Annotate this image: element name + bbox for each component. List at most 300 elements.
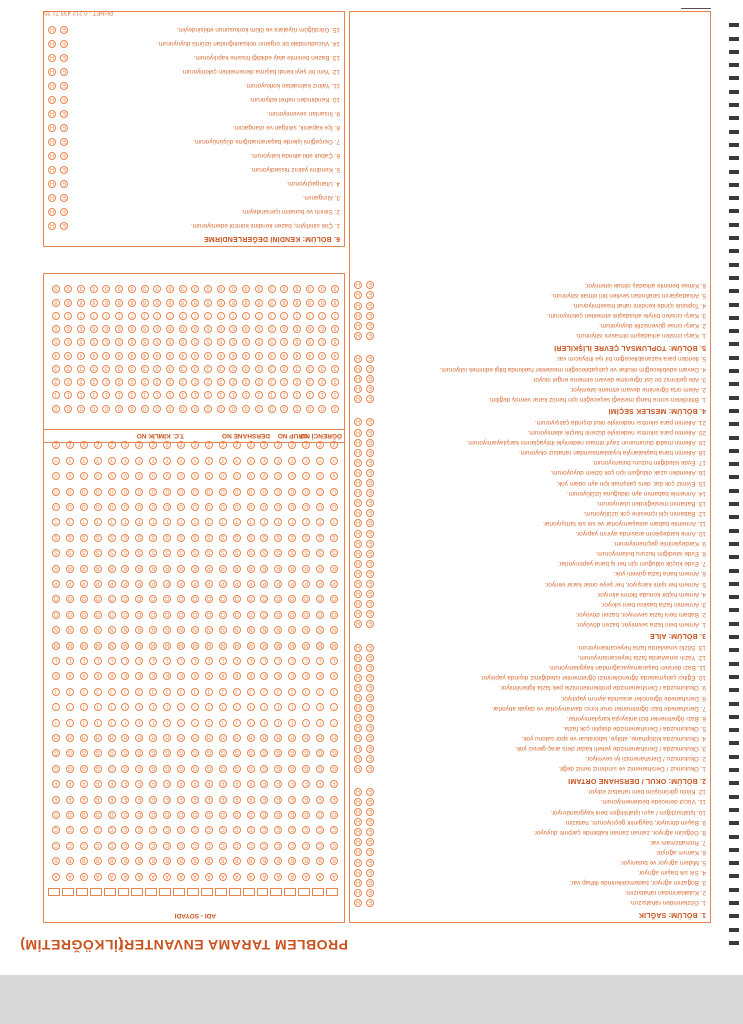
name-bubble[interactable]: L	[108, 657, 116, 665]
name-bubble[interactable]: E	[191, 796, 199, 804]
id-digit-bubble[interactable]: 3	[229, 365, 237, 373]
name-bubble[interactable]: F	[233, 780, 241, 788]
name-bubble[interactable]: J	[316, 688, 324, 696]
name-bubble[interactable]: V	[135, 472, 143, 480]
id-digit-bubble[interactable]: 3	[293, 365, 301, 373]
answer-no-bubble[interactable]: H	[354, 674, 362, 682]
name-bubble[interactable]: Ğ	[219, 749, 227, 757]
name-bubble[interactable]: C	[233, 842, 241, 850]
name-bubble[interactable]: N	[274, 626, 282, 634]
name-bubble[interactable]: K	[66, 672, 74, 680]
name-letter-box[interactable]	[312, 888, 324, 896]
name-bubble[interactable]: D	[191, 811, 199, 819]
name-bubble[interactable]: E	[219, 796, 227, 804]
id-digit-bubble[interactable]: 8	[204, 299, 212, 307]
name-bubble[interactable]: G	[205, 765, 213, 773]
answer-no-bubble[interactable]: H	[354, 292, 362, 300]
name-bubble[interactable]: S	[108, 549, 116, 557]
name-bubble[interactable]: N	[80, 626, 88, 634]
name-bubble[interactable]: E	[247, 796, 255, 804]
answer-yes-bubble[interactable]: E	[366, 798, 374, 806]
name-bubble[interactable]: Ö	[247, 595, 255, 603]
name-bubble[interactable]: F	[288, 780, 296, 788]
name-bubble[interactable]: Ö	[108, 595, 116, 603]
id-digit-bubble[interactable]: 5	[141, 338, 149, 346]
id-digit-bubble[interactable]: 4	[64, 352, 72, 360]
answer-no-bubble[interactable]: H	[354, 355, 362, 363]
name-bubble[interactable]: S	[219, 549, 227, 557]
answer-no-bubble[interactable]: H	[48, 180, 56, 188]
name-bubble[interactable]: Ğ	[260, 749, 268, 757]
name-bubble[interactable]: C	[302, 842, 310, 850]
name-bubble[interactable]: G	[135, 765, 143, 773]
name-bubble[interactable]: I	[191, 719, 199, 727]
name-bubble[interactable]: B	[260, 857, 268, 865]
name-bubble[interactable]: G	[121, 765, 129, 773]
name-bubble[interactable]: G	[66, 765, 74, 773]
id-digit-bubble[interactable]: 1	[191, 391, 199, 399]
name-bubble[interactable]: L	[191, 657, 199, 665]
id-digit-bubble[interactable]: 4	[229, 352, 237, 360]
answer-no-bubble[interactable]: H	[354, 828, 362, 836]
name-bubble[interactable]: J	[121, 688, 129, 696]
name-bubble[interactable]: L	[177, 657, 185, 665]
id-digit-bubble[interactable]: 4	[268, 352, 276, 360]
name-bubble[interactable]: Ö	[233, 595, 241, 603]
answer-yes-bubble[interactable]: E	[366, 621, 374, 629]
name-bubble[interactable]: Ş	[288, 534, 296, 542]
answer-yes-bubble[interactable]: E	[366, 560, 374, 568]
name-bubble[interactable]: Ç	[135, 826, 143, 834]
name-bubble[interactable]: G	[274, 765, 282, 773]
name-bubble[interactable]: Y	[191, 457, 199, 465]
name-bubble[interactable]: Y	[260, 457, 268, 465]
name-bubble[interactable]: P	[108, 580, 116, 588]
name-bubble[interactable]: J	[260, 688, 268, 696]
name-bubble[interactable]: R	[191, 565, 199, 573]
id-digit-bubble[interactable]: 9	[229, 285, 237, 293]
id-digit-bubble[interactable]: 2	[229, 378, 237, 386]
name-bubble[interactable]: P	[149, 580, 157, 588]
name-bubble[interactable]: Z	[288, 441, 296, 449]
id-digit-bubble[interactable]: 8	[115, 299, 123, 307]
name-bubble[interactable]: K	[135, 672, 143, 680]
name-bubble[interactable]: Ö	[260, 595, 268, 603]
id-digit-bubble[interactable]: 2	[217, 378, 225, 386]
name-bubble[interactable]: Ğ	[121, 749, 129, 757]
name-bubble[interactable]: Ü	[66, 488, 74, 496]
name-bubble[interactable]: S	[274, 549, 282, 557]
id-digit-bubble[interactable]: 5	[179, 338, 187, 346]
name-bubble[interactable]: S	[205, 549, 213, 557]
id-digit-bubble[interactable]: 0	[128, 405, 136, 413]
answer-yes-bubble[interactable]: E	[366, 590, 374, 598]
name-bubble[interactable]: G	[80, 765, 88, 773]
name-bubble[interactable]: Z	[135, 441, 143, 449]
id-digit-bubble[interactable]: 6	[268, 325, 276, 333]
id-digit-bubble[interactable]: 2	[52, 378, 60, 386]
name-bubble[interactable]: C	[66, 842, 74, 850]
name-bubble[interactable]: D	[205, 811, 213, 819]
id-digit-bubble[interactable]: 2	[255, 378, 263, 386]
name-bubble[interactable]: S	[288, 549, 296, 557]
id-digit-bubble[interactable]: 3	[280, 365, 288, 373]
name-bubble[interactable]: K	[108, 672, 116, 680]
name-bubble[interactable]: Y	[274, 457, 282, 465]
id-digit-bubble[interactable]: 6	[318, 325, 326, 333]
name-bubble[interactable]: P	[205, 580, 213, 588]
answer-no-bubble[interactable]: H	[354, 550, 362, 558]
id-digit-bubble[interactable]: 5	[255, 338, 263, 346]
name-bubble[interactable]: İ	[52, 703, 60, 711]
id-digit-bubble[interactable]: 8	[179, 299, 187, 307]
name-bubble[interactable]: D	[121, 811, 129, 819]
name-bubble[interactable]: Z	[233, 441, 241, 449]
name-bubble[interactable]: J	[177, 688, 185, 696]
name-bubble[interactable]: F	[66, 780, 74, 788]
name-bubble[interactable]: T	[121, 518, 129, 526]
name-bubble[interactable]: Ş	[205, 534, 213, 542]
name-bubble[interactable]: Ç	[121, 826, 129, 834]
name-bubble[interactable]: I	[94, 719, 102, 727]
name-bubble[interactable]: M	[318, 641, 323, 648]
name-bubble[interactable]: Ü	[80, 488, 88, 496]
name-bubble[interactable]: E	[330, 796, 338, 804]
name-bubble[interactable]: H	[66, 734, 74, 742]
name-bubble[interactable]: H	[52, 734, 60, 742]
name-bubble[interactable]: Ş	[66, 534, 74, 542]
id-digit-bubble[interactable]: 3	[255, 365, 263, 373]
id-digit-bubble[interactable]: 1	[255, 391, 263, 399]
name-bubble[interactable]: Ü	[108, 488, 116, 496]
name-bubble[interactable]: O	[233, 611, 241, 619]
name-bubble[interactable]: D	[288, 811, 296, 819]
id-digit-bubble[interactable]: 3	[268, 365, 276, 373]
name-bubble[interactable]: H	[177, 734, 185, 742]
name-bubble[interactable]: E	[163, 796, 171, 804]
name-bubble[interactable]: U	[94, 503, 102, 511]
name-bubble[interactable]: Ğ	[191, 749, 199, 757]
answer-no-bubble[interactable]: H	[354, 580, 362, 588]
name-bubble[interactable]: L	[52, 657, 60, 665]
name-bubble[interactable]: B	[149, 857, 157, 865]
id-digit-bubble[interactable]: 2	[141, 378, 149, 386]
name-bubble[interactable]: Ü	[233, 488, 241, 496]
name-bubble[interactable]: S	[121, 549, 129, 557]
name-bubble[interactable]: Y	[108, 457, 116, 465]
answer-yes-bubble[interactable]: E	[366, 644, 374, 652]
id-digit-bubble[interactable]: 7	[153, 312, 161, 320]
id-digit-bubble[interactable]: 9	[102, 285, 110, 293]
name-bubble[interactable]: U	[177, 503, 185, 511]
id-digit-bubble[interactable]: 6	[153, 325, 161, 333]
name-bubble[interactable]: Ö	[177, 595, 185, 603]
id-digit-bubble[interactable]: 2	[115, 378, 123, 386]
name-bubble[interactable]: S	[247, 549, 255, 557]
id-digit-bubble[interactable]: 0	[268, 405, 276, 413]
name-bubble[interactable]: L	[163, 657, 171, 665]
name-bubble[interactable]: V	[247, 472, 255, 480]
name-bubble[interactable]: Z	[108, 441, 116, 449]
name-bubble[interactable]: J	[288, 688, 296, 696]
name-bubble[interactable]: F	[191, 780, 199, 788]
id-digit-bubble[interactable]: 8	[128, 299, 136, 307]
name-bubble[interactable]: R	[66, 565, 74, 573]
answer-no-bubble[interactable]: H	[48, 110, 56, 118]
name-bubble[interactable]: İ	[94, 703, 102, 711]
id-digit-bubble[interactable]: 0	[141, 405, 149, 413]
name-bubble[interactable]: Z	[260, 441, 268, 449]
name-bubble[interactable]: B	[121, 857, 129, 865]
name-bubble[interactable]: N	[219, 626, 227, 634]
name-bubble[interactable]: Ş	[260, 534, 268, 542]
answer-yes-bubble[interactable]: E	[60, 40, 68, 48]
name-bubble[interactable]: J	[247, 688, 255, 696]
name-bubble[interactable]: J	[94, 688, 102, 696]
name-bubble[interactable]: Z	[247, 441, 255, 449]
name-bubble[interactable]: J	[233, 688, 241, 696]
name-bubble[interactable]: B	[135, 857, 143, 865]
id-digit-bubble[interactable]: 6	[141, 325, 149, 333]
id-digit-bubble[interactable]: 1	[242, 391, 250, 399]
name-bubble[interactable]: V	[108, 472, 116, 480]
name-bubble[interactable]: L	[205, 657, 213, 665]
name-bubble[interactable]: O	[149, 611, 157, 619]
id-digit-bubble[interactable]: 8	[331, 299, 339, 307]
name-bubble[interactable]: B	[177, 857, 185, 865]
id-digit-bubble[interactable]: 6	[90, 325, 98, 333]
name-bubble[interactable]: N	[52, 626, 60, 634]
name-bubble[interactable]: M	[192, 641, 198, 648]
answer-no-bubble[interactable]: H	[354, 459, 362, 467]
answer-yes-bubble[interactable]: E	[366, 838, 374, 846]
answer-no-bubble[interactable]: H	[48, 82, 56, 90]
name-bubble[interactable]: S	[80, 549, 88, 557]
id-digit-bubble[interactable]: 0	[115, 405, 123, 413]
name-bubble[interactable]: Ş	[121, 534, 129, 542]
name-bubble[interactable]: I	[219, 719, 227, 727]
name-bubble[interactable]: M	[137, 641, 142, 648]
name-bubble[interactable]: B	[80, 857, 88, 865]
id-digit-bubble[interactable]: 8	[318, 299, 326, 307]
answer-no-bubble[interactable]: H	[48, 208, 56, 216]
answer-yes-bubble[interactable]: E	[60, 208, 68, 216]
name-bubble[interactable]: Ö	[135, 595, 143, 603]
name-bubble[interactable]: O	[108, 611, 116, 619]
answer-no-bubble[interactable]: H	[354, 385, 362, 393]
name-bubble[interactable]: L	[149, 657, 157, 665]
name-bubble[interactable]: İ	[135, 703, 143, 711]
name-bubble[interactable]: Ç	[80, 826, 88, 834]
name-bubble[interactable]: F	[80, 780, 88, 788]
id-digit-bubble[interactable]: 8	[52, 299, 60, 307]
name-bubble[interactable]: P	[191, 580, 199, 588]
name-bubble[interactable]: P	[288, 580, 296, 588]
id-digit-bubble[interactable]: 1	[102, 391, 110, 399]
id-digit-bubble[interactable]: 4	[217, 352, 225, 360]
name-bubble[interactable]: M	[206, 641, 211, 648]
name-bubble[interactable]: R	[149, 565, 157, 573]
name-bubble[interactable]: I	[66, 719, 74, 727]
id-digit-bubble[interactable]: 3	[128, 365, 136, 373]
answer-yes-bubble[interactable]: E	[366, 459, 374, 467]
name-bubble[interactable]: B	[191, 857, 199, 865]
answer-no-bubble[interactable]: H	[48, 166, 56, 174]
name-bubble[interactable]: B	[274, 857, 282, 865]
name-bubble[interactable]: A	[177, 873, 185, 881]
name-bubble[interactable]: Z	[163, 441, 171, 449]
name-bubble[interactable]: U	[66, 503, 74, 511]
id-digit-bubble[interactable]: 1	[52, 391, 60, 399]
id-digit-bubble[interactable]: 3	[77, 365, 85, 373]
name-bubble[interactable]: Ö	[80, 595, 88, 603]
name-bubble[interactable]: I	[52, 719, 60, 727]
name-bubble[interactable]: L	[80, 657, 88, 665]
name-bubble[interactable]: Ğ	[233, 749, 241, 757]
name-bubble[interactable]: N	[121, 626, 129, 634]
answer-no-bubble[interactable]: H	[354, 302, 362, 310]
id-digit-bubble[interactable]: 3	[141, 365, 149, 373]
name-bubble[interactable]: İ	[219, 703, 227, 711]
name-bubble[interactable]: N	[94, 626, 102, 634]
name-bubble[interactable]: O	[330, 611, 338, 619]
name-bubble[interactable]: C	[260, 842, 268, 850]
id-digit-bubble[interactable]: 7	[204, 312, 212, 320]
id-digit-bubble[interactable]: 7	[64, 312, 72, 320]
id-digit-bubble[interactable]: 4	[318, 352, 326, 360]
name-bubble[interactable]: J	[205, 688, 213, 696]
answer-yes-bubble[interactable]: E	[366, 818, 374, 826]
name-bubble[interactable]: Y	[177, 457, 185, 465]
name-bubble[interactable]: K	[94, 672, 102, 680]
answer-yes-bubble[interactable]: E	[366, 479, 374, 487]
name-bubble[interactable]: V	[288, 472, 296, 480]
name-bubble[interactable]: V	[330, 472, 338, 480]
answer-yes-bubble[interactable]: E	[366, 520, 374, 528]
name-bubble[interactable]: D	[302, 811, 310, 819]
answer-yes-bubble[interactable]: E	[366, 355, 374, 363]
answer-yes-bubble[interactable]: E	[366, 889, 374, 897]
answer-no-bubble[interactable]: H	[354, 621, 362, 629]
name-bubble[interactable]: R	[219, 565, 227, 573]
id-digit-bubble[interactable]: 8	[64, 299, 72, 307]
name-bubble[interactable]: C	[135, 842, 143, 850]
name-bubble[interactable]: Z	[316, 441, 324, 449]
name-bubble[interactable]: L	[274, 657, 282, 665]
id-digit-bubble[interactable]: 0	[204, 405, 212, 413]
name-bubble[interactable]: O	[163, 611, 171, 619]
name-bubble[interactable]: Ğ	[149, 749, 157, 757]
name-bubble[interactable]: M	[262, 641, 267, 648]
id-digit-bubble[interactable]: 7	[179, 312, 187, 320]
answer-no-bubble[interactable]: H	[354, 469, 362, 477]
name-bubble[interactable]: E	[233, 796, 241, 804]
id-digit-bubble[interactable]: 9	[141, 285, 149, 293]
answer-no-bubble[interactable]: H	[354, 724, 362, 732]
name-bubble[interactable]: M	[109, 641, 114, 648]
name-bubble[interactable]: L	[94, 657, 102, 665]
name-bubble[interactable]: Z	[219, 441, 227, 449]
name-bubble[interactable]: B	[205, 857, 213, 865]
name-bubble[interactable]: T	[288, 518, 296, 526]
name-bubble[interactable]: S	[316, 549, 324, 557]
name-bubble[interactable]: T	[66, 518, 74, 526]
name-bubble[interactable]: D	[274, 811, 282, 819]
answer-yes-bubble[interactable]: E	[366, 788, 374, 796]
id-digit-bubble[interactable]: 7	[318, 312, 326, 320]
name-bubble[interactable]: S	[52, 549, 60, 557]
answer-no-bubble[interactable]: H	[354, 788, 362, 796]
id-digit-bubble[interactable]: 4	[115, 352, 123, 360]
name-bubble[interactable]: Ç	[288, 826, 296, 834]
id-digit-bubble[interactable]: 4	[191, 352, 199, 360]
answer-no-bubble[interactable]: H	[354, 849, 362, 857]
name-bubble[interactable]: C	[330, 842, 338, 850]
id-digit-bubble[interactable]: 5	[77, 338, 85, 346]
id-digit-bubble[interactable]: 6	[128, 325, 136, 333]
id-digit-bubble[interactable]: 9	[77, 285, 85, 293]
name-letter-box[interactable]	[187, 888, 199, 896]
name-bubble[interactable]: B	[288, 857, 296, 865]
name-bubble[interactable]: P	[260, 580, 268, 588]
name-letter-box[interactable]	[76, 888, 88, 896]
name-bubble[interactable]: Z	[52, 441, 60, 449]
id-digit-bubble[interactable]: 7	[242, 312, 250, 320]
id-digit-bubble[interactable]: 5	[115, 338, 123, 346]
name-bubble[interactable]: R	[233, 565, 241, 573]
name-bubble[interactable]: Z	[149, 441, 157, 449]
id-digit-bubble[interactable]: 8	[268, 299, 276, 307]
answer-no-bubble[interactable]: H	[354, 530, 362, 538]
id-digit-bubble[interactable]: 3	[166, 365, 174, 373]
name-bubble[interactable]: Ö	[205, 595, 213, 603]
id-digit-bubble[interactable]: 0	[102, 405, 110, 413]
id-digit-bubble[interactable]: 0	[229, 405, 237, 413]
id-digit-bubble[interactable]: 8	[166, 299, 174, 307]
name-bubble[interactable]: K	[163, 672, 171, 680]
answer-yes-bubble[interactable]: E	[60, 138, 68, 146]
name-bubble[interactable]: F	[302, 780, 310, 788]
name-bubble[interactable]: A	[330, 873, 338, 881]
answer-no-bubble[interactable]: H	[354, 610, 362, 618]
name-bubble[interactable]: U	[121, 503, 129, 511]
answer-yes-bubble[interactable]: E	[366, 395, 374, 403]
name-bubble[interactable]: S	[330, 549, 338, 557]
name-bubble[interactable]: J	[274, 688, 282, 696]
name-bubble[interactable]: J	[80, 688, 88, 696]
name-bubble[interactable]: Y	[219, 457, 227, 465]
name-bubble[interactable]: Ü	[94, 488, 102, 496]
id-digit-bubble[interactable]: 8	[141, 299, 149, 307]
id-digit-bubble[interactable]: 9	[331, 285, 339, 293]
name-bubble[interactable]: Ü	[191, 488, 199, 496]
answer-no-bubble[interactable]: H	[48, 138, 56, 146]
name-bubble[interactable]: T	[94, 518, 102, 526]
name-letter-box[interactable]	[173, 888, 185, 896]
id-digit-bubble[interactable]: 5	[52, 338, 60, 346]
answer-yes-bubble[interactable]: E	[60, 194, 68, 202]
name-bubble[interactable]: Y	[135, 457, 143, 465]
name-bubble[interactable]: P	[247, 580, 255, 588]
id-digit-bubble[interactable]: 7	[77, 312, 85, 320]
name-bubble[interactable]: Ç	[108, 826, 116, 834]
name-bubble[interactable]: F	[135, 780, 143, 788]
name-bubble[interactable]: O	[94, 611, 102, 619]
name-letter-box[interactable]	[257, 888, 269, 896]
name-bubble[interactable]: B	[163, 857, 171, 865]
name-bubble[interactable]: B	[108, 857, 116, 865]
name-bubble[interactable]: O	[219, 611, 227, 619]
